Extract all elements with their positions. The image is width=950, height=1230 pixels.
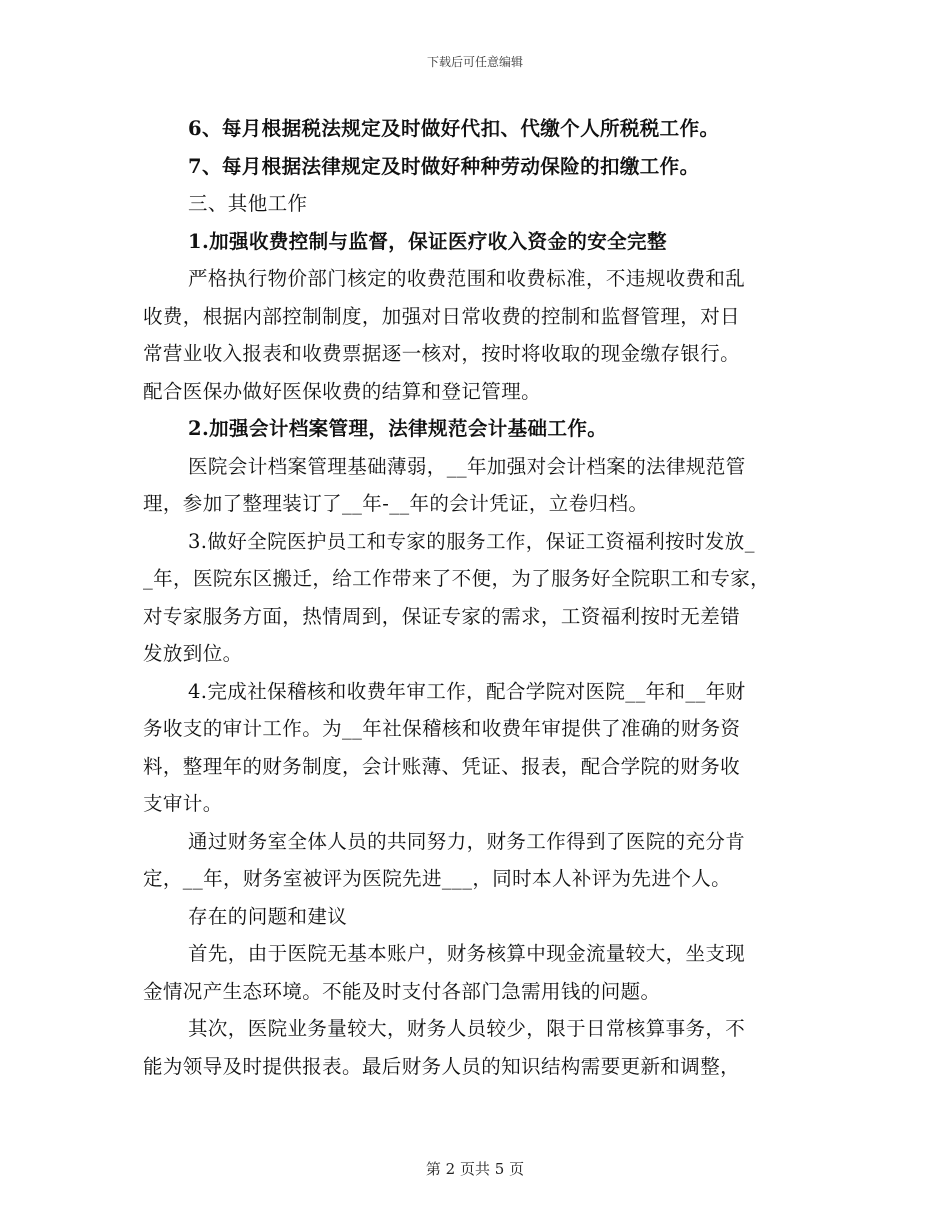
section-heading: 存在的问题和建议 xyxy=(188,904,348,928)
text-line: 通过财务室全体人员的共同努力，财务工作得到了医院的充分肯 xyxy=(188,829,746,853)
text-line: _年，医院东区搬迁，给工作带来了不便，为了服务好全院职工和专家， xyxy=(143,567,771,590)
text-line: 6、每月根据税法规定及时做好代扣、代缴个人所税税工作。 xyxy=(188,117,720,140)
text-line: 金情况产生态环境。不能及时支付各部门急需用钱的问题。 xyxy=(143,979,661,1003)
text-line: 7、每月根据法律规定及时做好种种劳动保险的扣缴工作。 xyxy=(188,154,700,178)
text-line: 理，参加了整理装订了__年-__年的会计凭证，立卷归档。 xyxy=(143,492,649,515)
text-line: 收费，根据内部控制制度，加强对日常收费的控制和监督管理，对日 xyxy=(143,304,741,328)
text-line: 定，__年，财务室被评为医院先进___，同时本人补评为先进个人。 xyxy=(143,867,732,890)
text-line: 料，整理年的财务制度，会计账薄、凭证、报表，配合学院的财务收 xyxy=(143,754,741,778)
text-line: 首先，由于医院无基本账户，财务核算中现金流量较大，坐支现 xyxy=(188,942,746,965)
text-line: 3.做好全院医护员工和专家的服务工作，保证工资福利按时发放_ xyxy=(188,529,755,553)
text-line: 发放到位。 xyxy=(143,642,243,665)
text-line: 对专家服务方面，热情周到，保证专家的需求，工资福利按时无差错 xyxy=(143,604,741,628)
subsection-heading: 1.加强收费控制与监督，保证医疗收入资金的安全完整 xyxy=(188,229,667,253)
text-line: 医院会计档案管理基础薄弱，__年加强对会计档案的法律规范管 xyxy=(188,454,746,478)
subsection-heading: 2.加强会计档案管理，法律规范会计基础工作。 xyxy=(188,417,608,440)
page-header: 下载后可任意编辑 xyxy=(426,55,523,69)
text-line: 严格执行物价部门核定的收费范围和收费标准，不违规收费和乱 xyxy=(188,267,746,290)
text-line: 常营业收入报表和收费票据逐一核对，按时将收取的现金缴存银行。 xyxy=(143,342,741,365)
section-heading: 三、其他工作 xyxy=(188,192,308,215)
document-body xyxy=(143,110,803,1085)
text-line: 支审计。 xyxy=(143,792,223,815)
text-line: 能为领导及时提供报表。最后财务人员的知识结构需要更新和调整， xyxy=(143,1054,741,1078)
text-line: 4.完成社保稽核和收费年审工作，配合学院对医院__年和__年财 xyxy=(188,679,746,703)
text-line: 其次，医院业务量较大，财务人员较少，限于日常核算事务，不 xyxy=(188,1017,746,1040)
text-line: 配合医保办做好医保收费的结算和登记管理。 xyxy=(143,379,542,403)
page-footer: 第 2 页共 5 页 xyxy=(425,1160,525,1178)
text-line: 务收支的审计工作。为__年社保稽核和收费年审提供了准确的财务资 xyxy=(143,717,741,740)
